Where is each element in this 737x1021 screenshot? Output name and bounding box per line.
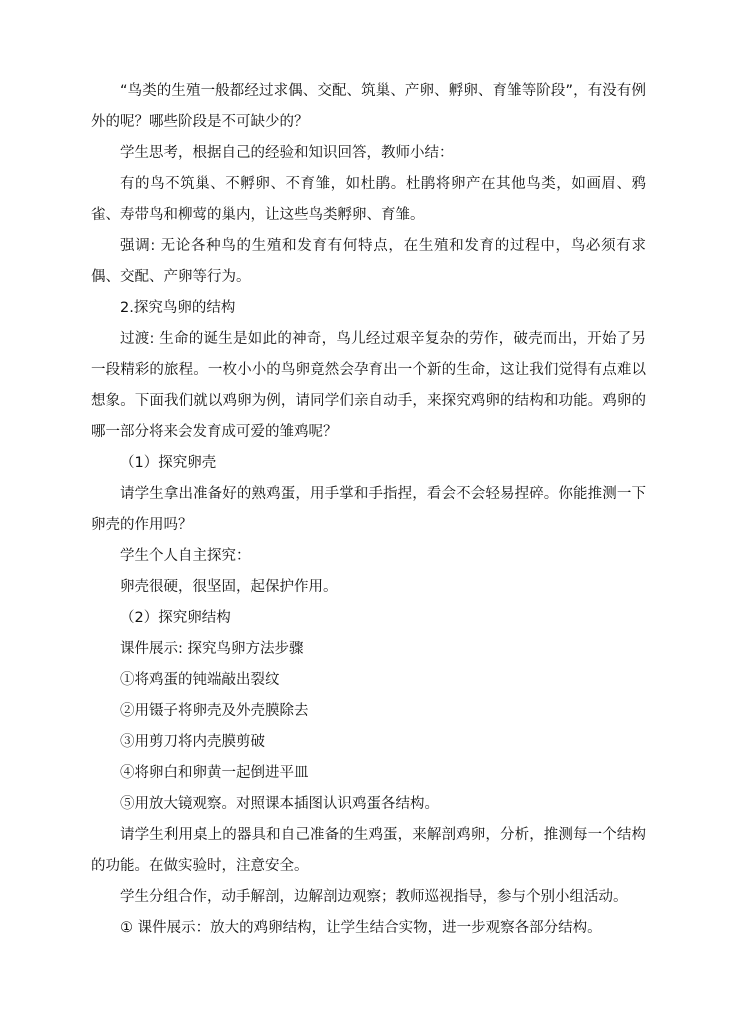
step-2: ②用镊子将卵壳及外壳膜除去 — [120, 703, 309, 719]
paragraph-courseware-magnified: ① 课件展示：放大的鸡卵结构，让学生结合实物，进一步观察各部分结构。 — [120, 920, 602, 936]
step-1: ①将鸡蛋的钝端敲出裂纹 — [120, 672, 280, 688]
paragraph-transition: 过渡: 生命的诞生是如此的神奇，鸟儿经过艰辛复杂的劳作，破壳而出，开始了另一段精彩的旅程。一枚小小的鸟卵竟然会孕育出一个新的生命，这让我们觉得有点难以想象。下面我们就以鸡卵为例，请同学们亲自动手，来探究鸡卵的结构和功能。鸡卵的哪一部分将来会发育成可爱的雏鸡呢？ — [91, 331, 646, 440]
paragraph-courseware-steps: 课件展示: 探究鸟卵方法步骤 — [120, 641, 304, 657]
paragraph-group-work: 学生分组合作，动手解剖，边解剖边观察；教师巡视指导，参与个别小组活动。 — [120, 889, 628, 905]
paragraph-eggshell-function: 卵壳很硬，很坚固，起保护作用。 — [120, 579, 338, 595]
paragraph-student-thinking: 学生思考，根据自己的经验和知识回答，教师小结： — [120, 145, 454, 161]
step-5: ⑤用放大镜观察。对照课本插图认识鸡蛋各结构。 — [120, 796, 439, 812]
paragraph-cuckoo-example: 有的鸟不筑巢、不孵卵、不育雏，如杜鹃。杜鹃将卵产在其他鸟类，如画眉、鸦雀、寿带鸟和柳莺的巢内，让这些鸟类孵卵、育雏。 — [91, 176, 646, 223]
subheading-egg-structure: （2）探究卵结构 — [120, 610, 231, 626]
step-4: ④将卵白和卵黄一起倒进平皿 — [120, 765, 309, 781]
paragraph-emphasis: 强调: 无论各种鸟的生殖和发育有何特点，在生殖和发育的过程中，鸟必须有求偶、交配、产卵等行为。 — [91, 238, 646, 285]
paragraph-eggshell-activity: 请学生拿出准备好的熟鸡蛋，用手掌和手指捏，看会不会轻易捏碎。你能推测一下卵壳的作用吗？ — [91, 486, 646, 533]
step-3: ③用剪刀将内壳膜剪破 — [120, 734, 265, 750]
subheading-eggshell: （1）探究卵壳 — [120, 455, 217, 471]
document-body — [91, 76, 646, 944]
paragraph-dissection-instructions: 请学生利用桌上的器具和自己准备的生鸡蛋，来解剖鸡卵，分析，推测每一个结构的功能。在做实验时，注意安全。 — [91, 827, 646, 874]
paragraph-student-exploration: 学生个人自主探究： — [120, 548, 251, 564]
section-heading-egg-structure: 2.探究鸟卵的结构 — [120, 300, 236, 316]
paragraph-bird-reproduction-question: “鸟类的生殖一般都经过求偶、交配、筑巢、产卵、孵卵、育雏等阶段”，有没有例外的呢？哪些阶段是不可缺少的？ — [91, 83, 646, 130]
